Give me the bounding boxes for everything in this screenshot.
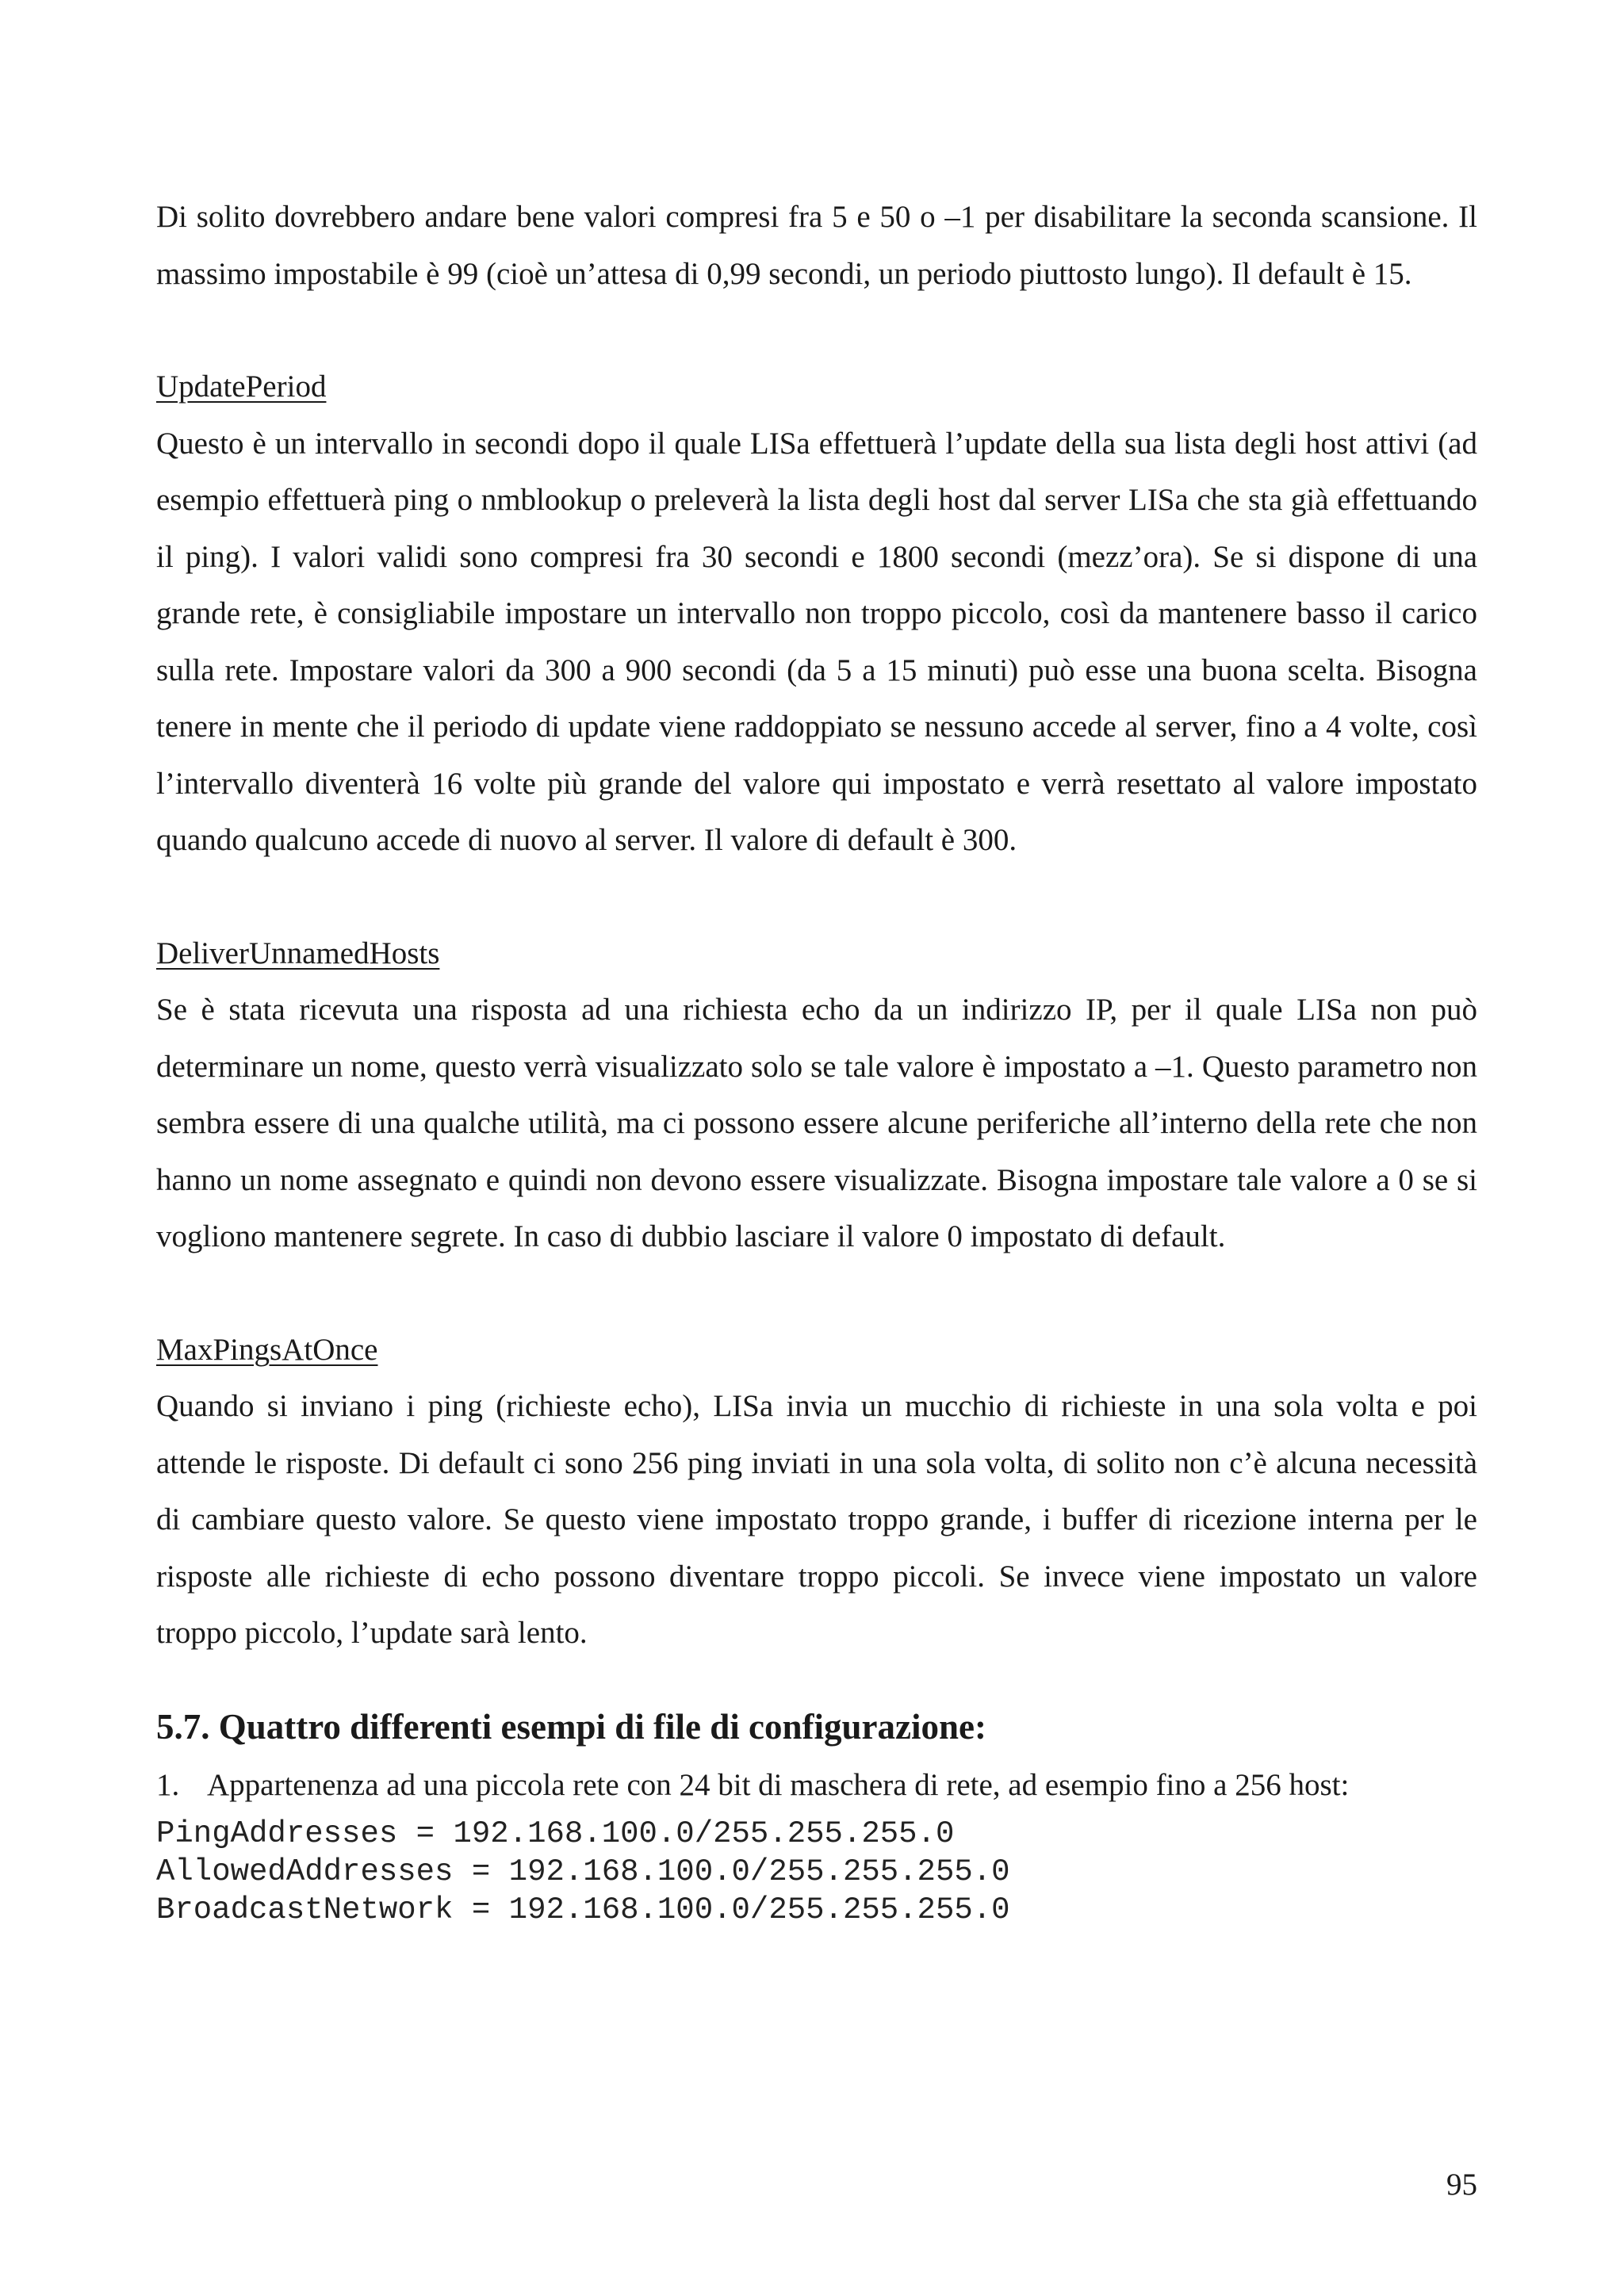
list-item — [156, 1757, 1477, 1813]
section-max-pings-at-once — [156, 1322, 1477, 1662]
section-update-period — [156, 358, 1477, 869]
section-heading: 5.7. Quattro differenti esempi di file di configurazione: — [156, 1706, 986, 1747]
intro-paragraph: Di solito dovrebbero andare bene valori compresi fra 5 e 50 o –1 per disabilitare la seconda scansione. Il massimo impostabile è 99 (cioè un’attesa di 0,99 secondi, un periodo piuttosto lungo). Il default è 15. — [156, 200, 1477, 291]
param-title-max-pings-at-once: MaxPingsAtOnce — [156, 1332, 378, 1367]
param-description-deliver-unnamed-hosts: Se è stata ricevuta una risposta ad una richiesta echo da un indirizzo IP, per il quale LISa non può determinare un nome, questo verrà visualizzato solo se tale valore è impostato a –1. Questo parametro non sembra essere di una qualche utilità, ma ci possono essere alcune periferiche all’interno della rete che non hanno un nome assegnato e quindi non devono essere visualizzate. Bisogna impostare tale valore a 0 se si vogliono mantenere segrete. In caso di dubbio lasciare il valore 0 impostato di default. — [156, 993, 1477, 1253]
section-heading-wrap — [156, 1703, 1477, 1751]
code-line: PingAddresses = 192.168.100.0/255.255.255.0 — [156, 1816, 955, 1851]
section-deliver-unnamed-hosts — [156, 925, 1477, 1265]
document-page — [156, 189, 1477, 1929]
page-number: 95 — [1446, 2168, 1477, 2202]
param-title-deliver-unnamed-hosts: DeliverUnnamedHosts — [156, 936, 440, 970]
list-item-text: Appartenenza ad una piccola rete con 24 bit di maschera di rete, ad esempio fino a 256 host: — [207, 1767, 1350, 1802]
param-description-max-pings-at-once: Quando si inviano i ping (richieste echo), LISa invia un mucchio di richieste in una sola volta e poi attende le risposte. Di default ci sono 256 ping inviati in una sola volta, di solito non c’è alcuna necessità di cambiare questo valore. Se questo viene impostato troppo grande, i buffer di ricezione interna per le risposte alle richieste di echo possono diventare troppo piccoli. Se invece viene impostato un valore troppo piccolo, l’update sarà lento. — [156, 1389, 1477, 1650]
param-description-update-period: Questo è un intervallo in secondi dopo il quale LISa effettuerà l’update della sua lista degli host attivi (ad esempio effettuerà ping o nmblookup o preleverà la lista degli host dal server LISa che sta già effettuando il ping). I valori validi sono compresi fra 30 secondi e 1800 secondi (mezz’ora). Se si dispone di una grande rete, è consigliabile impostare un intervallo non troppo piccolo, così da mantenere basso il carico sulla rete. Impostare valori da 300 a 900 secondi (da 5 a 15 minuti) può esse una buona scelta. Bisogna tenere in mente che il periodo di update viene raddoppiato se nessuno accede al server, fino a 4 volte, così l’intervallo diventerà 16 volte più grande del valore qui impostato e verrà resettato al valore impostato quando qualcuno accede di nuovo al server. Il valore di default è 300. — [156, 426, 1477, 857]
list-item-number: 1. — [156, 1767, 180, 1802]
code-line: BroadcastNetwork = 192.168.100.0/255.255.255.0 — [156, 1892, 1010, 1927]
code-line: AllowedAddresses = 192.168.100.0/255.255.255.0 — [156, 1854, 1010, 1889]
param-title-update-period: UpdatePeriod — [156, 369, 327, 404]
code-block — [156, 1815, 1477, 1929]
